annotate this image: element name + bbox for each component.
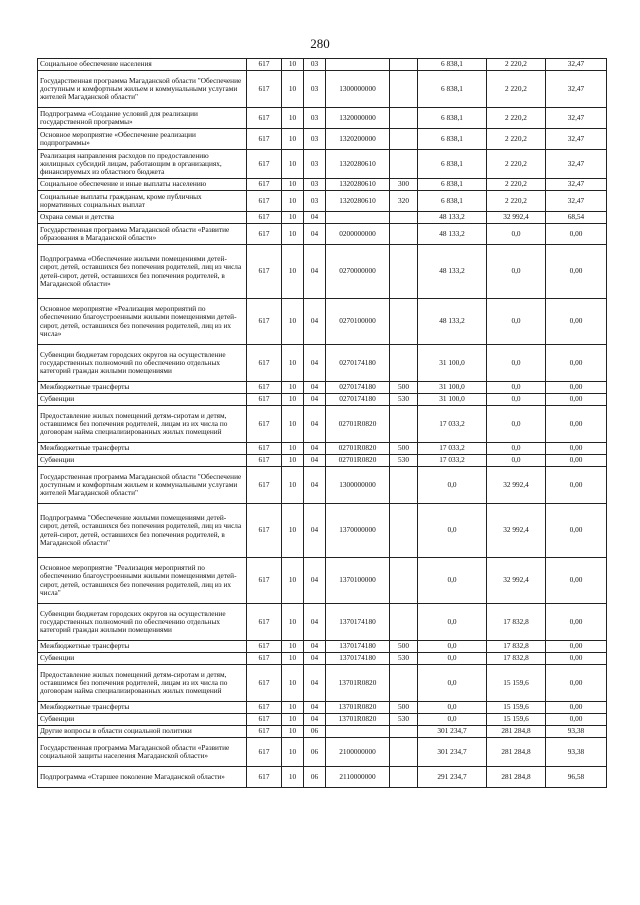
plan-amount: 48 133,2 bbox=[418, 245, 487, 299]
fact-amount: 0,0 bbox=[487, 299, 546, 345]
subsection-code: 04 bbox=[304, 702, 326, 714]
target-article bbox=[326, 726, 390, 738]
plan-amount: 0,0 bbox=[418, 714, 487, 726]
plan-amount: 48 133,2 bbox=[418, 224, 487, 245]
expense-type: 500 bbox=[390, 382, 418, 394]
subsection-code: 04 bbox=[304, 558, 326, 604]
expense-type: 500 bbox=[390, 702, 418, 714]
execution-percent: 32,47 bbox=[546, 129, 607, 150]
section-code: 10 bbox=[282, 504, 304, 558]
section-code: 10 bbox=[282, 394, 304, 406]
subsection-code: 04 bbox=[304, 224, 326, 245]
expense-type: 530 bbox=[390, 714, 418, 726]
table-row bbox=[38, 653, 607, 665]
row-name: Субвенции bbox=[38, 394, 247, 406]
fact-amount: 2 220,2 bbox=[487, 179, 546, 191]
table-row bbox=[38, 443, 607, 455]
row-name: Государственная программа Магаданской области «Развитие социальной защиты населения Магаданской области» bbox=[38, 738, 247, 767]
target-article: 1370174180 bbox=[326, 653, 390, 665]
subsection-code: 04 bbox=[304, 504, 326, 558]
fact-amount: 0,0 bbox=[487, 443, 546, 455]
table-row bbox=[38, 382, 607, 394]
fact-amount: 0,0 bbox=[487, 394, 546, 406]
execution-percent: 0,00 bbox=[546, 224, 607, 245]
section-code: 10 bbox=[282, 641, 304, 653]
plan-amount: 0,0 bbox=[418, 467, 487, 504]
fact-amount: 32 992,4 bbox=[487, 467, 546, 504]
row-name: Подпрограмма «Обеспечение жилыми помещениями детей-сирот, детей, оставшихся без попечения родителей, лиц из числа детей-сирот, детей, оставшихся без попечения родителей, в Магаданской области» bbox=[38, 245, 247, 299]
target-article: 1320280610 bbox=[326, 179, 390, 191]
subsection-code: 06 bbox=[304, 726, 326, 738]
admin-code: 617 bbox=[247, 455, 282, 467]
subsection-code: 04 bbox=[304, 443, 326, 455]
row-name: Межбюджетные трансферты bbox=[38, 443, 247, 455]
fact-amount: 2 220,2 bbox=[487, 108, 546, 129]
fact-amount: 17 832,8 bbox=[487, 604, 546, 641]
execution-percent: 0,00 bbox=[546, 467, 607, 504]
fact-amount: 2 220,2 bbox=[487, 71, 546, 108]
section-code: 10 bbox=[282, 653, 304, 665]
admin-code: 617 bbox=[247, 108, 282, 129]
table-row bbox=[38, 150, 607, 179]
target-article: 0270000000 bbox=[326, 245, 390, 299]
fact-amount: 17 832,8 bbox=[487, 641, 546, 653]
row-name: Государственная программа Магаданской области "Обеспечение доступным и комфортным жильем и коммунальными услугами жителей Магаданской области" bbox=[38, 71, 247, 108]
admin-code: 617 bbox=[247, 504, 282, 558]
expense-type bbox=[390, 738, 418, 767]
table-row bbox=[38, 59, 607, 71]
plan-amount: 0,0 bbox=[418, 641, 487, 653]
admin-code: 617 bbox=[247, 191, 282, 212]
admin-code: 617 bbox=[247, 71, 282, 108]
section-code: 10 bbox=[282, 702, 304, 714]
row-name: Субвенции bbox=[38, 714, 247, 726]
execution-percent: 32,47 bbox=[546, 59, 607, 71]
subsection-code: 04 bbox=[304, 455, 326, 467]
table-row bbox=[38, 299, 607, 345]
table-row bbox=[38, 726, 607, 738]
execution-percent: 0,00 bbox=[546, 714, 607, 726]
row-name: Реализация направления расходов по предоставлению жилищных субсидий лицам, работающим в организациях, финансируемых из областного бюджета bbox=[38, 150, 247, 179]
expense-type bbox=[390, 150, 418, 179]
execution-percent: 0,00 bbox=[546, 665, 607, 702]
section-code: 10 bbox=[282, 467, 304, 504]
subsection-code: 04 bbox=[304, 406, 326, 443]
table-row bbox=[38, 604, 607, 641]
plan-amount: 0,0 bbox=[418, 653, 487, 665]
table-row bbox=[38, 641, 607, 653]
section-code: 10 bbox=[282, 443, 304, 455]
target-article bbox=[326, 212, 390, 224]
section-code: 10 bbox=[282, 179, 304, 191]
table-body bbox=[38, 59, 607, 788]
plan-amount: 6 838,1 bbox=[418, 129, 487, 150]
subsection-code: 06 bbox=[304, 738, 326, 767]
plan-amount: 301 234,7 bbox=[418, 726, 487, 738]
execution-percent: 0,00 bbox=[546, 604, 607, 641]
table-row bbox=[38, 738, 607, 767]
expense-type: 530 bbox=[390, 653, 418, 665]
target-article: 1370174180 bbox=[326, 604, 390, 641]
admin-code: 617 bbox=[247, 212, 282, 224]
expense-type bbox=[390, 129, 418, 150]
admin-code: 617 bbox=[247, 299, 282, 345]
execution-percent: 0,00 bbox=[546, 299, 607, 345]
subsection-code: 03 bbox=[304, 129, 326, 150]
table-row bbox=[38, 245, 607, 299]
admin-code: 617 bbox=[247, 150, 282, 179]
plan-amount: 31 100,0 bbox=[418, 394, 487, 406]
plan-amount: 31 100,0 bbox=[418, 382, 487, 394]
budget-table bbox=[37, 58, 607, 788]
table-row bbox=[38, 129, 607, 150]
table-row bbox=[38, 665, 607, 702]
fact-amount: 281 284,8 bbox=[487, 767, 546, 788]
admin-code: 617 bbox=[247, 382, 282, 394]
execution-percent: 32,47 bbox=[546, 191, 607, 212]
execution-percent: 32,47 bbox=[546, 71, 607, 108]
fact-amount: 2 220,2 bbox=[487, 129, 546, 150]
row-name: Социальное обеспечение и иные выплаты населению bbox=[38, 179, 247, 191]
target-article: 13701R0820 bbox=[326, 714, 390, 726]
plan-amount: 291 234,7 bbox=[418, 767, 487, 788]
execution-percent: 96,58 bbox=[546, 767, 607, 788]
plan-amount: 17 033,2 bbox=[418, 443, 487, 455]
subsection-code: 04 bbox=[304, 212, 326, 224]
table-row bbox=[38, 455, 607, 467]
expense-type: 530 bbox=[390, 455, 418, 467]
plan-amount: 48 133,2 bbox=[418, 299, 487, 345]
section-code: 10 bbox=[282, 108, 304, 129]
admin-code: 617 bbox=[247, 738, 282, 767]
section-code: 10 bbox=[282, 726, 304, 738]
row-name: Подпрограмма «Старшее поколение Магаданской области» bbox=[38, 767, 247, 788]
admin-code: 617 bbox=[247, 641, 282, 653]
subsection-code: 04 bbox=[304, 299, 326, 345]
row-name: Предоставление жилых помещений детям-сиротам и детям, оставшимся без попечения родителей, лицам из их числа по договорам найма специализированных жилых помещений bbox=[38, 665, 247, 702]
row-name: Социальное обеспечение населения bbox=[38, 59, 247, 71]
admin-code: 617 bbox=[247, 702, 282, 714]
target-article: 02701R0820 bbox=[326, 443, 390, 455]
admin-code: 617 bbox=[247, 245, 282, 299]
expense-type bbox=[390, 726, 418, 738]
subsection-code: 04 bbox=[304, 641, 326, 653]
table-row bbox=[38, 108, 607, 129]
target-article bbox=[326, 59, 390, 71]
admin-code: 617 bbox=[247, 224, 282, 245]
target-article: 2110000000 bbox=[326, 767, 390, 788]
table-row bbox=[38, 212, 607, 224]
expense-type bbox=[390, 604, 418, 641]
expense-type bbox=[390, 665, 418, 702]
row-name: Основное мероприятие «Реализация мероприятий по обеспечению благоустроенными жилыми помещениями детей-сирот, детей, оставшихся без попечения родителей, лиц из их числа» bbox=[38, 299, 247, 345]
target-article: 0200000000 bbox=[326, 224, 390, 245]
admin-code: 617 bbox=[247, 726, 282, 738]
section-code: 10 bbox=[282, 129, 304, 150]
execution-percent: 0,00 bbox=[546, 641, 607, 653]
fact-amount: 281 284,8 bbox=[487, 726, 546, 738]
section-code: 10 bbox=[282, 345, 304, 382]
section-code: 10 bbox=[282, 738, 304, 767]
expense-type bbox=[390, 299, 418, 345]
subsection-code: 04 bbox=[304, 665, 326, 702]
plan-amount: 6 838,1 bbox=[418, 150, 487, 179]
table-row bbox=[38, 179, 607, 191]
fact-amount: 0,0 bbox=[487, 406, 546, 443]
target-article: 0270174180 bbox=[326, 345, 390, 382]
section-code: 10 bbox=[282, 212, 304, 224]
page-number: 280 bbox=[310, 36, 330, 51]
execution-percent: 93,38 bbox=[546, 738, 607, 767]
admin-code: 617 bbox=[247, 653, 282, 665]
target-article: 13701R0820 bbox=[326, 665, 390, 702]
fact-amount: 2 220,2 bbox=[487, 59, 546, 71]
target-article: 13701R0820 bbox=[326, 702, 390, 714]
target-article: 1320280610 bbox=[326, 191, 390, 212]
expense-type bbox=[390, 558, 418, 604]
row-name: Предоставление жилых помещений детям-сиротам и детям, оставшимся без попечения родителей, лицам из их числа по договорам найма специализированных жилых помещений bbox=[38, 406, 247, 443]
row-name: Субвенции bbox=[38, 653, 247, 665]
section-code: 10 bbox=[282, 558, 304, 604]
target-article: 1300000000 bbox=[326, 71, 390, 108]
section-code: 10 bbox=[282, 604, 304, 641]
expense-type bbox=[390, 212, 418, 224]
target-article: 02701R0820 bbox=[326, 406, 390, 443]
row-name: Субвенции бюджетам городских округов на осуществление государственных полномочий по обеспечению отдельных категорий граждан жилыми помещениями bbox=[38, 604, 247, 641]
section-code: 10 bbox=[282, 224, 304, 245]
section-code: 10 bbox=[282, 714, 304, 726]
execution-percent: 0,00 bbox=[546, 702, 607, 714]
admin-code: 617 bbox=[247, 345, 282, 382]
subsection-code: 03 bbox=[304, 179, 326, 191]
target-article: 1320280610 bbox=[326, 150, 390, 179]
plan-amount: 17 033,2 bbox=[418, 406, 487, 443]
table-row bbox=[38, 345, 607, 382]
table-row bbox=[38, 702, 607, 714]
fact-amount: 0,0 bbox=[487, 382, 546, 394]
expense-type bbox=[390, 767, 418, 788]
subsection-code: 04 bbox=[304, 345, 326, 382]
admin-code: 617 bbox=[247, 59, 282, 71]
section-code: 10 bbox=[282, 245, 304, 299]
table-row bbox=[38, 558, 607, 604]
table-row bbox=[38, 714, 607, 726]
plan-amount: 0,0 bbox=[418, 558, 487, 604]
target-article: 1370174180 bbox=[326, 641, 390, 653]
subsection-code: 04 bbox=[304, 382, 326, 394]
execution-percent: 32,47 bbox=[546, 179, 607, 191]
execution-percent: 0,00 bbox=[546, 653, 607, 665]
row-name: Подпрограмма "Обеспечение жилыми помещениями детей-сирот, детей, оставшихся без попечения родителей, лиц из числа детей-сирот, детей, оставшихся без попечения родителей, в Магаданской области" bbox=[38, 504, 247, 558]
plan-amount: 17 033,2 bbox=[418, 455, 487, 467]
subsection-code: 04 bbox=[304, 653, 326, 665]
table-row bbox=[38, 191, 607, 212]
row-name: Межбюджетные трансферты bbox=[38, 641, 247, 653]
expense-type: 500 bbox=[390, 641, 418, 653]
admin-code: 617 bbox=[247, 394, 282, 406]
table-row bbox=[38, 394, 607, 406]
subsection-code: 04 bbox=[304, 604, 326, 641]
admin-code: 617 bbox=[247, 665, 282, 702]
row-name: Межбюджетные трансферты bbox=[38, 382, 247, 394]
execution-percent: 0,00 bbox=[546, 394, 607, 406]
expense-type bbox=[390, 504, 418, 558]
subsection-code: 04 bbox=[304, 714, 326, 726]
plan-amount: 31 100,0 bbox=[418, 345, 487, 382]
section-code: 10 bbox=[282, 59, 304, 71]
section-code: 10 bbox=[282, 767, 304, 788]
target-article: 02701R0820 bbox=[326, 455, 390, 467]
plan-amount: 48 133,2 bbox=[418, 212, 487, 224]
expense-type bbox=[390, 467, 418, 504]
admin-code: 617 bbox=[247, 558, 282, 604]
fact-amount: 0,0 bbox=[487, 455, 546, 467]
row-name: Государственная программа Магаданской области "Обеспечение доступным и комфортным жильем и коммунальными услугами жителей Магаданской области" bbox=[38, 467, 247, 504]
plan-amount: 0,0 bbox=[418, 504, 487, 558]
subsection-code: 04 bbox=[304, 245, 326, 299]
fact-amount: 281 284,8 bbox=[487, 738, 546, 767]
admin-code: 617 bbox=[247, 179, 282, 191]
target-article: 2100000000 bbox=[326, 738, 390, 767]
row-name: Основное мероприятие «Обеспечение реализации подпрограммы» bbox=[38, 129, 247, 150]
expense-type: 530 bbox=[390, 394, 418, 406]
row-name: Основное мероприятие "Реализация мероприятий по обеспечению благоустроенными жилыми помещениями детей-сирот, детей, оставшихся без попечения родителей, лиц из их числа" bbox=[38, 558, 247, 604]
execution-percent: 0,00 bbox=[546, 558, 607, 604]
admin-code: 617 bbox=[247, 604, 282, 641]
fact-amount: 0,0 bbox=[487, 345, 546, 382]
execution-percent: 0,00 bbox=[546, 455, 607, 467]
fact-amount: 0,0 bbox=[487, 224, 546, 245]
target-article: 0270174180 bbox=[326, 382, 390, 394]
expense-type bbox=[390, 224, 418, 245]
subsection-code: 03 bbox=[304, 71, 326, 108]
expense-type: 300 bbox=[390, 179, 418, 191]
row-name: Субвенции bbox=[38, 455, 247, 467]
execution-percent: 68,54 bbox=[546, 212, 607, 224]
admin-code: 617 bbox=[247, 467, 282, 504]
section-code: 10 bbox=[282, 455, 304, 467]
row-name: Другие вопросы в области социальной политики bbox=[38, 726, 247, 738]
execution-percent: 32,47 bbox=[546, 150, 607, 179]
section-code: 10 bbox=[282, 150, 304, 179]
target-article: 0270174180 bbox=[326, 394, 390, 406]
execution-percent: 0,00 bbox=[546, 245, 607, 299]
subsection-code: 04 bbox=[304, 394, 326, 406]
subsection-code: 03 bbox=[304, 59, 326, 71]
execution-percent: 0,00 bbox=[546, 382, 607, 394]
plan-amount: 0,0 bbox=[418, 604, 487, 641]
execution-percent: 32,47 bbox=[546, 108, 607, 129]
target-article: 1370100000 bbox=[326, 558, 390, 604]
target-article: 0270100000 bbox=[326, 299, 390, 345]
row-name: Государственная программа Магаданской области «Развитие образования в Магаданской области» bbox=[38, 224, 247, 245]
execution-percent: 0,00 bbox=[546, 406, 607, 443]
fact-amount: 15 159,6 bbox=[487, 702, 546, 714]
target-article: 1320200000 bbox=[326, 129, 390, 150]
plan-amount: 6 838,1 bbox=[418, 108, 487, 129]
subsection-code: 03 bbox=[304, 108, 326, 129]
row-name: Охрана семьи и детства bbox=[38, 212, 247, 224]
target-article: 1300000000 bbox=[326, 467, 390, 504]
target-article: 1320000000 bbox=[326, 108, 390, 129]
expense-type bbox=[390, 245, 418, 299]
admin-code: 617 bbox=[247, 767, 282, 788]
execution-percent: 93,38 bbox=[546, 726, 607, 738]
admin-code: 617 bbox=[247, 714, 282, 726]
expense-type bbox=[390, 406, 418, 443]
row-name: Подпрограмма «Создание условий для реализации государственной программы» bbox=[38, 108, 247, 129]
section-code: 10 bbox=[282, 299, 304, 345]
execution-percent: 0,00 bbox=[546, 345, 607, 382]
admin-code: 617 bbox=[247, 443, 282, 455]
table-row bbox=[38, 504, 607, 558]
plan-amount: 6 838,1 bbox=[418, 179, 487, 191]
expense-type bbox=[390, 59, 418, 71]
plan-amount: 301 234,7 bbox=[418, 738, 487, 767]
table-row bbox=[38, 71, 607, 108]
section-code: 10 bbox=[282, 191, 304, 212]
fact-amount: 2 220,2 bbox=[487, 150, 546, 179]
execution-percent: 0,00 bbox=[546, 504, 607, 558]
admin-code: 617 bbox=[247, 129, 282, 150]
row-name: Социальные выплаты гражданам, кроме публичных нормативных социальных выплат bbox=[38, 191, 247, 212]
fact-amount: 32 992,4 bbox=[487, 504, 546, 558]
admin-code: 617 bbox=[247, 406, 282, 443]
plan-amount: 6 838,1 bbox=[418, 59, 487, 71]
target-article: 1370000000 bbox=[326, 504, 390, 558]
plan-amount: 6 838,1 bbox=[418, 191, 487, 212]
table-row bbox=[38, 767, 607, 788]
subsection-code: 03 bbox=[304, 191, 326, 212]
fact-amount: 15 159,6 bbox=[487, 714, 546, 726]
plan-amount: 0,0 bbox=[418, 702, 487, 714]
subsection-code: 06 bbox=[304, 767, 326, 788]
fact-amount: 2 220,2 bbox=[487, 191, 546, 212]
fact-amount: 17 832,8 bbox=[487, 653, 546, 665]
execution-percent: 0,00 bbox=[546, 443, 607, 455]
plan-amount: 0,0 bbox=[418, 665, 487, 702]
plan-amount: 6 838,1 bbox=[418, 71, 487, 108]
subsection-code: 04 bbox=[304, 467, 326, 504]
table-row bbox=[38, 406, 607, 443]
table-row bbox=[38, 467, 607, 504]
table-row bbox=[38, 224, 607, 245]
row-name: Межбюджетные трансферты bbox=[38, 702, 247, 714]
section-code: 10 bbox=[282, 406, 304, 443]
expense-type: 500 bbox=[390, 443, 418, 455]
section-code: 10 bbox=[282, 382, 304, 394]
fact-amount: 32 992,4 bbox=[487, 558, 546, 604]
subsection-code: 03 bbox=[304, 150, 326, 179]
expense-type: 320 bbox=[390, 191, 418, 212]
fact-amount: 0,0 bbox=[487, 245, 546, 299]
row-name: Субвенции бюджетам городских округов на осуществление государственных полномочий по обеспечению отдельных категорий граждан жилыми помещениями bbox=[38, 345, 247, 382]
expense-type bbox=[390, 345, 418, 382]
expense-type bbox=[390, 108, 418, 129]
section-code: 10 bbox=[282, 71, 304, 108]
fact-amount: 32 992,4 bbox=[487, 212, 546, 224]
fact-amount: 15 159,6 bbox=[487, 665, 546, 702]
expense-type bbox=[390, 71, 418, 108]
section-code: 10 bbox=[282, 665, 304, 702]
